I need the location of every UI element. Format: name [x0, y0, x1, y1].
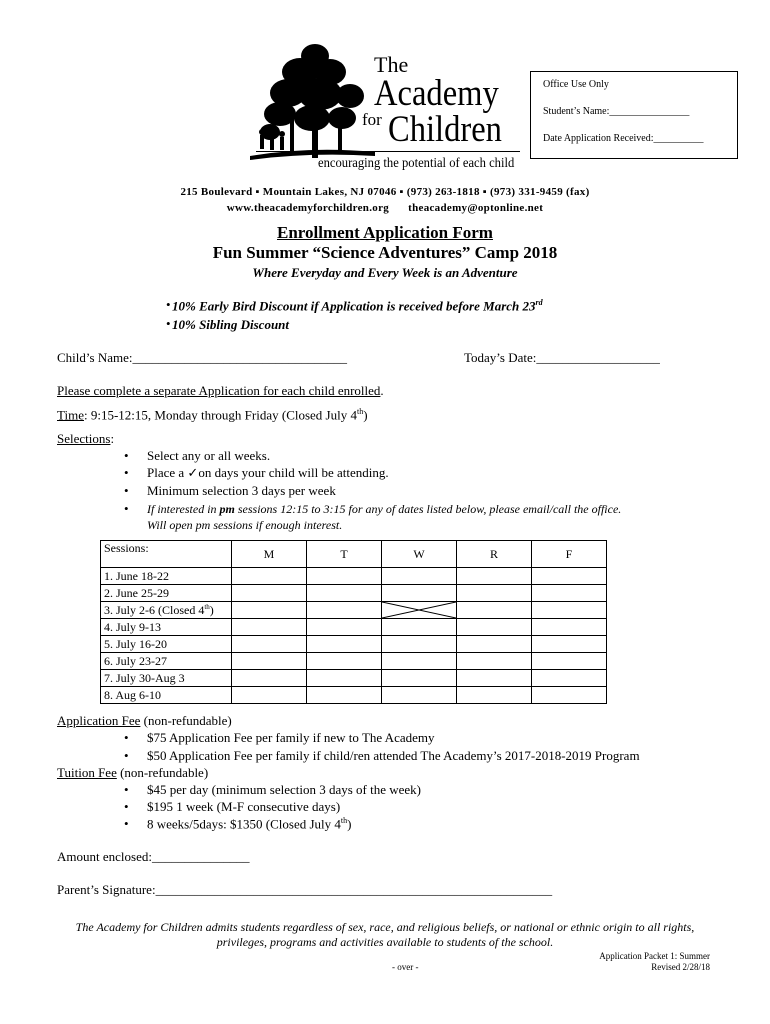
day-checkbox[interactable]	[457, 653, 532, 670]
day-checkbox[interactable]	[457, 568, 532, 585]
contact-web-line	[0, 202, 770, 214]
amount-enclosed-field[interactable]: Amount enclosed:_______________	[57, 849, 250, 864]
session-label: 8. Aug 6-10	[101, 687, 232, 704]
camp-title: Fun Summer “Science Adventures” Camp 2018	[212, 243, 558, 262]
day-checkbox[interactable]	[532, 670, 607, 687]
day-checkbox[interactable]	[382, 636, 457, 653]
sessions-header: Sessions:	[101, 541, 232, 568]
tuition-per-day: $45 per day (minimum selection 3 days of the week)	[147, 782, 422, 797]
day-header-t: T	[307, 541, 382, 568]
non-discrimination-line-1: The Academy for Children admits students regardless of sex, race, and religious beliefs, or national or ethnic origin to all rights,	[75, 920, 695, 934]
day-checkbox[interactable]	[307, 585, 382, 602]
day-checkbox[interactable]	[382, 687, 457, 704]
selection-rule-2: Place a ✓on days your child will be attending.	[147, 465, 389, 480]
day-checkbox[interactable]	[232, 687, 307, 704]
office-use-title: Office Use Only	[543, 79, 609, 90]
table-row	[101, 602, 607, 619]
camp-slogan: Where Everyday and Every Week is an Adventure	[252, 265, 518, 280]
bullet-icon: •	[124, 730, 129, 745]
office-use-box	[530, 71, 738, 159]
child-name-field[interactable]: Child’s Name:_________________________________	[57, 350, 347, 365]
table-row	[101, 653, 607, 670]
tree-family-logo-icon	[250, 38, 380, 168]
bullet-icon: •	[166, 316, 171, 331]
day-checkbox[interactable]	[382, 670, 457, 687]
day-checkbox[interactable]	[382, 653, 457, 670]
session-label: 4. July 9-13	[101, 619, 232, 636]
day-checkbox[interactable]	[232, 619, 307, 636]
day-header-m: M	[232, 541, 307, 568]
bullet-icon: •	[124, 748, 129, 763]
day-checkbox[interactable]	[307, 568, 382, 585]
day-checkbox[interactable]	[532, 619, 607, 636]
session-label: 1. June 18-22	[101, 568, 232, 585]
day-checkbox[interactable]	[532, 568, 607, 585]
day-header-r: R	[457, 541, 532, 568]
todays-date-field[interactable]: Today’s Date:___________________	[464, 350, 660, 365]
separate-application-note: Please complete a separate Application for each child enrolled.	[57, 383, 384, 398]
sibling-discount: 10% Sibling Discount	[172, 317, 290, 332]
day-checkbox[interactable]	[457, 687, 532, 704]
day-checkbox[interactable]	[307, 653, 382, 670]
early-bird-discount: 10% Early Bird Discount if Application is received before March 23rd	[172, 298, 543, 314]
selection-rule-3: Minimum selection 3 days per week	[147, 483, 336, 498]
sessions-table	[100, 540, 607, 704]
session-label: 7. July 30-Aug 3	[101, 670, 232, 687]
table-row	[101, 636, 607, 653]
day-checkbox[interactable]	[232, 653, 307, 670]
closed-x-icon	[382, 602, 456, 618]
table-row	[101, 585, 607, 602]
day-checkbox[interactable]	[457, 602, 532, 619]
website-link[interactable]: www.theacademyforchildren.org	[226, 202, 390, 214]
non-discrimination-line-2: privileges, programs and activities available to students of the school.	[216, 935, 554, 949]
session-label: 2. June 25-29	[101, 585, 232, 602]
selection-rule-1: Select any or all weeks.	[147, 448, 271, 463]
application-fee-returning: $50 Application Fee per family if child/ren attended The Academy’s 2017-2018-2019 Program	[147, 748, 640, 763]
day-checkbox[interactable]	[307, 670, 382, 687]
day-checkbox[interactable]	[457, 670, 532, 687]
day-checkbox[interactable]	[457, 636, 532, 653]
application-fee-new: $75 Application Fee per family if new to The Academy	[147, 730, 435, 745]
bullet-icon: •	[124, 816, 129, 831]
contact-address: 215 Boulevard ▪ Mountain Lakes, NJ 07046 ▪ (973) 263-1818 ▪ (973) 331-9459 (fax)	[180, 186, 590, 198]
day-checkbox[interactable]	[532, 585, 607, 602]
day-checkbox[interactable]	[232, 602, 307, 619]
office-date-received-field[interactable]: Date Application Received:__________	[543, 133, 704, 144]
packet-label: Application Packet 1: Summer	[599, 951, 710, 961]
day-checkbox[interactable]	[232, 568, 307, 585]
day-checkbox[interactable]	[532, 636, 607, 653]
session-label: 5. July 16-20	[101, 636, 232, 653]
selections-label: Selections:	[57, 431, 115, 446]
over-marker: - over -	[392, 962, 419, 972]
selection-rule-4: If interested in pm sessions 12:15 to 3:15 for any of dates listed below, please email/call the office.	[147, 502, 622, 516]
day-checkbox[interactable]	[382, 585, 457, 602]
day-checkbox[interactable]	[307, 602, 382, 619]
day-header-w: W	[382, 541, 457, 568]
table-row	[101, 568, 607, 585]
day-header-f: F	[532, 541, 607, 568]
tuition-one-week: $195 1 week (M-F consecutive days)	[147, 799, 341, 814]
revised-date: Revised 2/28/18	[651, 962, 710, 972]
tuition-fee-label: Tuition Fee (non-refundable)	[57, 765, 209, 780]
bullet-icon: •	[124, 501, 129, 516]
day-checkbox[interactable]	[232, 670, 307, 687]
logo-divider	[256, 151, 520, 152]
logo-word-the: The	[374, 52, 409, 77]
day-checkbox[interactable]	[382, 568, 457, 585]
table-row	[101, 687, 607, 704]
day-checkbox[interactable]	[532, 602, 607, 619]
parent-signature-field[interactable]: Parent’s Signature:_____________________________________________________________	[57, 882, 553, 897]
bullet-icon: •	[124, 799, 129, 814]
form-title: Enrollment Application Form	[277, 223, 493, 242]
day-checkbox[interactable]	[457, 619, 532, 636]
office-student-name-field[interactable]: Student’s Name:________________	[543, 106, 690, 117]
day-checkbox[interactable]	[232, 636, 307, 653]
day-checkbox[interactable]	[307, 687, 382, 704]
application-fee-label: Application Fee (non-refundable)	[57, 713, 232, 728]
session-label: 6. July 23-27	[101, 653, 232, 670]
time-line: Time: 9:15-12:15, Monday through Friday (Closed July 4th)	[57, 407, 368, 423]
day-checkbox[interactable]	[532, 653, 607, 670]
bullet-icon: •	[124, 465, 129, 480]
bullet-icon: •	[124, 448, 129, 463]
bullet-icon: •	[166, 297, 171, 312]
table-header-row	[101, 541, 607, 568]
logo-word-children: Children	[388, 109, 502, 150]
bullet-icon: •	[124, 483, 129, 498]
tuition-eight-weeks: 8 weeks/5days: $1350 (Closed July 4th)	[147, 816, 352, 832]
day-checkbox[interactable]	[532, 687, 607, 704]
email-link[interactable]: theacademy@optonline.net	[408, 202, 544, 214]
table-row	[101, 619, 607, 636]
day-checkbox[interactable]	[457, 585, 532, 602]
logo-tagline: encouraging the potential of each child	[318, 156, 515, 171]
session-label: 3. July 2-6 (Closed 4th)	[101, 602, 232, 619]
day-checkbox[interactable]	[307, 619, 382, 636]
table-row	[101, 670, 607, 687]
day-checkbox[interactable]	[382, 619, 457, 636]
bullet-icon: •	[124, 782, 129, 797]
logo-word-for: for	[362, 110, 382, 129]
day-checkbox[interactable]	[232, 585, 307, 602]
logo-word-academy: Academy	[374, 73, 499, 114]
closed-day-cell	[382, 602, 457, 619]
selection-rule-4-note: Will open pm sessions if enough interest.	[147, 518, 343, 532]
day-checkbox[interactable]	[307, 636, 382, 653]
